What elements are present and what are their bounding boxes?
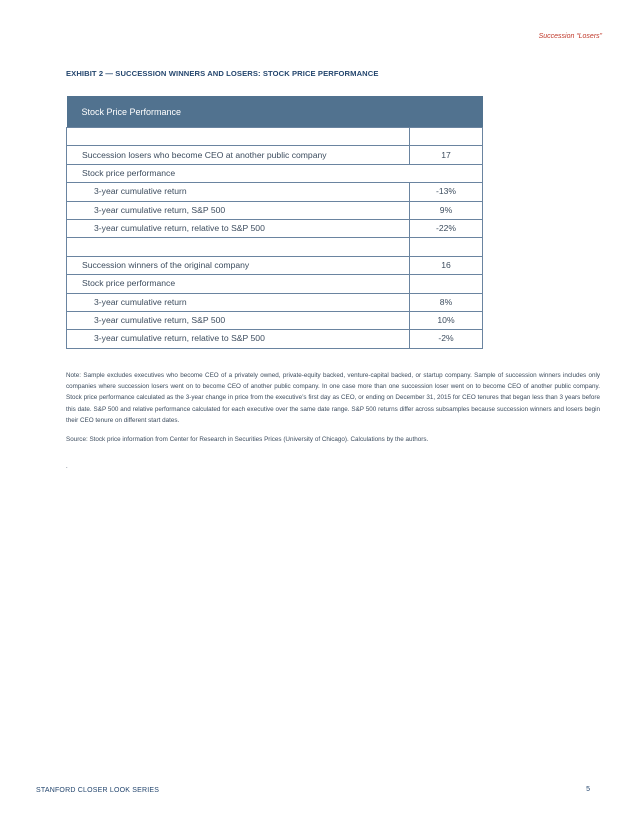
stray-mark: . [66, 464, 68, 470]
row-label: Succession losers who become CEO at another public company [67, 146, 410, 164]
table-row [67, 238, 483, 256]
row-value: -13% [410, 183, 483, 201]
row-label: 3-year cumulative return, S&P 500 [67, 201, 410, 219]
row-value: -2% [410, 330, 483, 348]
table-row [67, 311, 483, 329]
row-label: Succession winners of the original company [67, 256, 410, 274]
table-body [67, 128, 483, 349]
running-header: Succession “Losers” [538, 33, 602, 40]
table-row [67, 293, 483, 311]
table-header-row [67, 96, 483, 128]
row-value: -22% [410, 219, 483, 237]
row-label [67, 128, 410, 146]
table-note: Note: Sample excludes executives who become CEO of a privately owned, private-equity backed, venture-capital backed, or startup company. Sample of succession winners includes only companies where succession losers went on to become CEO of another public company. In one case more than one succession loser went on to become CEO of another public company. Stock price performance calculated as the 3-year change in price from the executive’s first day as CEO, or ending on December 31, 2015 for CEO tenures that began less than 3 years before this date. S&P 500 and relative performance calculated for each executive over the same date range. S&P 500 returns differ across subsamples because succession winners and losers begin their CEO tenure on different start dates. [66, 372, 600, 424]
row-value [410, 238, 483, 256]
row-value: 8% [410, 293, 483, 311]
row-label: Stock price performance [67, 275, 410, 293]
table-header: Stock Price Performance [67, 96, 483, 128]
performance-table [66, 96, 483, 349]
row-value: 17 [410, 146, 483, 164]
footer-series: STANFORD CLOSER LOOK SERIES [36, 787, 160, 794]
row-value [410, 275, 483, 293]
row-label: Stock price performance [67, 164, 483, 182]
row-value [410, 128, 483, 146]
table-row [67, 219, 483, 237]
table-row [67, 146, 483, 164]
row-value: 16 [410, 256, 483, 274]
row-label: 3-year cumulative return [67, 293, 410, 311]
notes-section [66, 370, 600, 453]
table-row [67, 256, 483, 274]
row-label: 3-year cumulative return [67, 183, 410, 201]
table-row [67, 128, 483, 146]
row-value: 9% [410, 201, 483, 219]
page-number: 5 [586, 786, 590, 793]
row-value: 10% [410, 311, 483, 329]
table-row [67, 164, 483, 182]
table-row [67, 330, 483, 348]
exhibit-title: EXHIBIT 2 — SUCCESSION WINNERS AND LOSERS: STOCK PRICE PERFORMANCE [66, 69, 379, 78]
table-row [67, 275, 483, 293]
table-source: Source: Stock price information from Center for Research in Securities Prices (University of Chicago). Calculations by the authors. [66, 436, 429, 444]
row-label: 3-year cumulative return, relative to S&P 500 [67, 330, 410, 348]
row-label [67, 238, 410, 256]
row-label: 3-year cumulative return, S&P 500 [67, 311, 410, 329]
table-row [67, 183, 483, 201]
table-row [67, 201, 483, 219]
row-label: 3-year cumulative return, relative to S&P 500 [67, 219, 410, 237]
